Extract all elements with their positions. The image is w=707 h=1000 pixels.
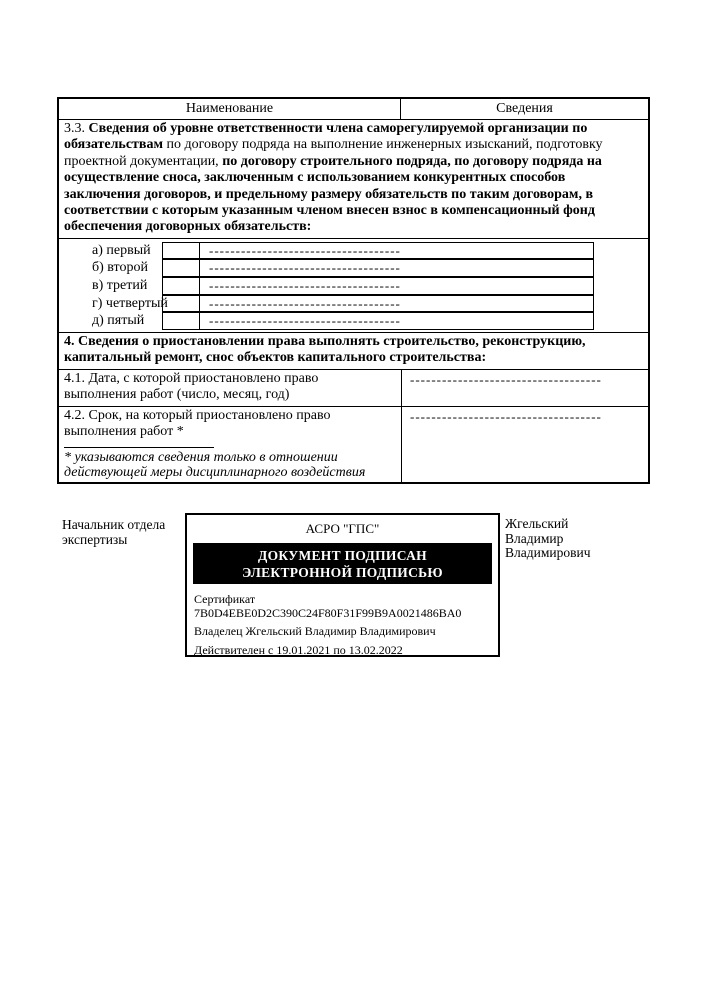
level-value-dashes: ------------------------------------ bbox=[209, 242, 401, 258]
level-box-divider bbox=[199, 313, 200, 329]
level-box-divider bbox=[199, 243, 200, 259]
doc-table bbox=[57, 97, 650, 484]
level-row-v bbox=[59, 277, 648, 295]
level-value-box bbox=[162, 242, 594, 260]
stamp-cert-number: 7B0D4EBE0D2C390C24F80F31F99B9A0021486BA0 bbox=[194, 605, 462, 620]
stamp-validity: Действителен с 19.01.2021 по 13.02.2022 bbox=[194, 642, 403, 657]
table-header-row bbox=[59, 99, 648, 119]
level-label: б) второй bbox=[92, 260, 148, 276]
row-4-1-label: 4.1. Дата, с которой приостановлено право выполнения работ (число, месяц, год) bbox=[59, 370, 402, 406]
stamp-owner: Владелец Жгельский Владимир Владимирович bbox=[194, 624, 436, 638]
stamp-org-name: АСРО "ГПС" bbox=[305, 521, 380, 536]
section-3-3-regular-1: по договору подряда на выполнение инженерных изысканий, подготовку проектной документации, bbox=[64, 137, 603, 169]
row-4-2-value: ------------------------------------ bbox=[410, 408, 602, 424]
level-row-d bbox=[59, 312, 648, 330]
level-value-dashes: ------------------------------------ bbox=[209, 313, 401, 329]
section-3-3-bold-1: Сведения об уровне ответственности члена саморегулируемой организации по обязательствам bbox=[64, 121, 588, 153]
row-4-1-value: ------------------------------------ bbox=[410, 372, 602, 388]
liability-levels-cell bbox=[59, 238, 648, 332]
signer-name: Жгельский Владимир Владимирович bbox=[505, 516, 591, 560]
stamp-cert-label: Сертификат bbox=[194, 592, 256, 606]
section-4-header: 4. Сведения о приостановлении права выполнять строительство, реконструкцию, капитальный ремонт, снос объектов капитального строительства: bbox=[59, 332, 648, 369]
level-row-a bbox=[59, 242, 648, 260]
header-cell-details: Сведения bbox=[496, 101, 553, 116]
section-3-3-number: 3.3. bbox=[64, 121, 89, 136]
level-row-g bbox=[59, 295, 648, 313]
footnote-text: * указываются сведения только в отношении действующей меры дисциплинарного воздействия bbox=[64, 449, 366, 481]
level-box-divider bbox=[199, 296, 200, 312]
level-value-dashes: ------------------------------------ bbox=[209, 260, 401, 276]
level-label: г) четвертый bbox=[92, 295, 168, 311]
level-value-dashes: ------------------------------------ bbox=[209, 295, 401, 311]
level-box-divider bbox=[199, 278, 200, 294]
row-4-1 bbox=[59, 369, 648, 406]
level-label: а) первый bbox=[92, 242, 151, 258]
level-label: в) третий bbox=[92, 278, 148, 294]
row-4-2-label: 4.2. Срок, на который приостановлено право выполнения работ * bbox=[64, 407, 331, 440]
section-3-3-bold-2: по договору строительного подряда, по договору подряда на осуществление сноса, заключенным с использованием конкурентных способов заключения договоров, и предельному размеру обязательств по таким договорам, в соответствии с которым указанным членом внесен взнос в компенсационный фонд обеспечения договорных обязательств: bbox=[64, 153, 602, 235]
row-4-2-left-cell bbox=[59, 407, 402, 482]
header-cell-name: Наименование bbox=[59, 99, 401, 119]
level-value-box bbox=[162, 259, 594, 277]
footnote-rule bbox=[64, 447, 214, 448]
signature-stamp bbox=[185, 513, 500, 657]
section-3-3-cell bbox=[59, 119, 648, 238]
stamp-banner: ДОКУМЕНТ ПОДПИСАН ЭЛЕКТРОННОЙ ПОДПИСЬЮ bbox=[193, 543, 492, 584]
level-label: д) пятый bbox=[92, 313, 145, 329]
level-value-dashes: ------------------------------------ bbox=[209, 278, 401, 294]
level-row-b bbox=[59, 259, 648, 277]
level-box-divider bbox=[199, 260, 200, 276]
stamp-certificate bbox=[194, 593, 490, 620]
row-4-2 bbox=[59, 406, 648, 482]
level-value-box bbox=[162, 295, 594, 313]
level-value-box bbox=[162, 312, 594, 330]
level-value-box bbox=[162, 277, 594, 295]
signer-position: Начальник отдела экспертизы bbox=[62, 517, 166, 547]
